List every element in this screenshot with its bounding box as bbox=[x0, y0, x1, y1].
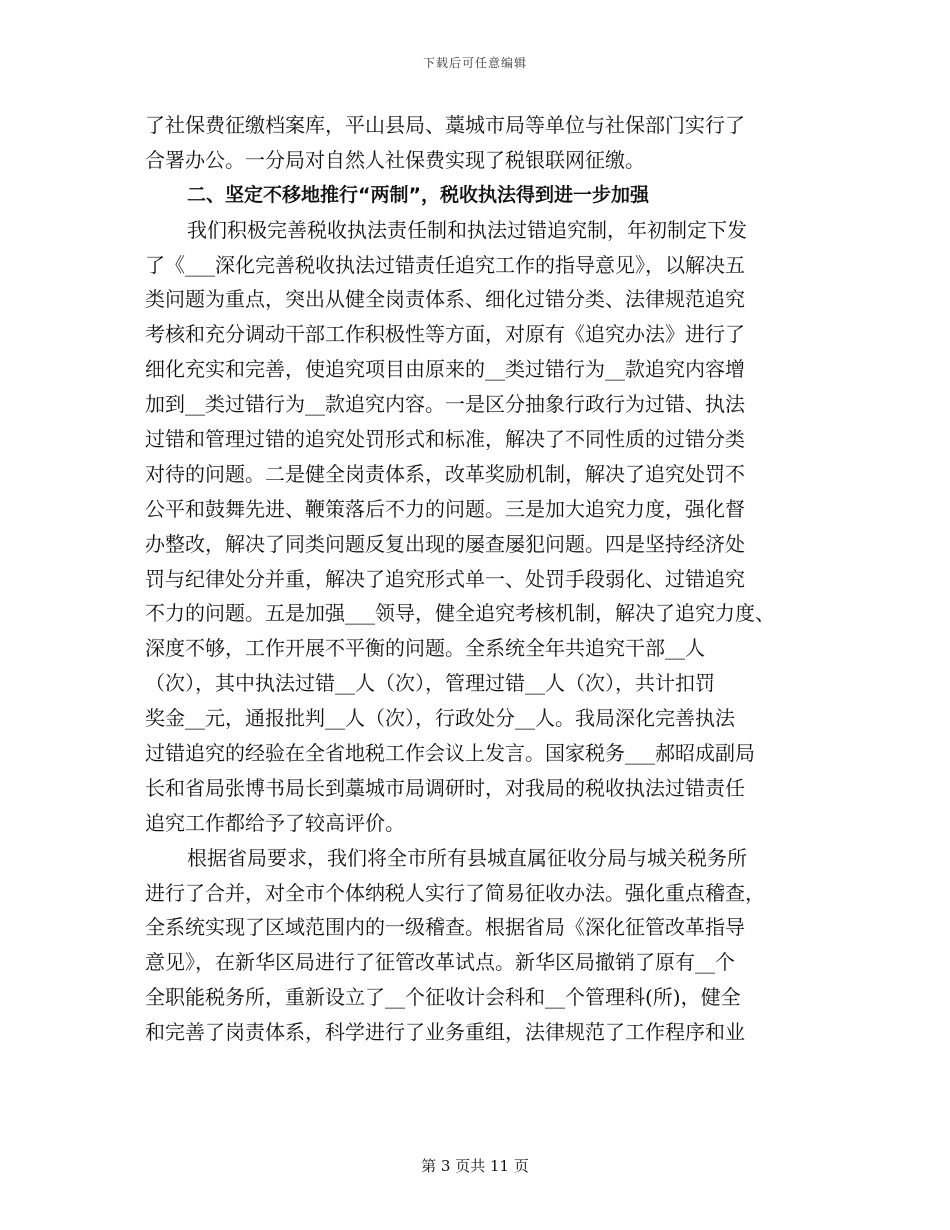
body-line: 进行了合并，对全市个体纳税人实行了简易征收办法。强化重点稽查， bbox=[145, 880, 765, 905]
body-line: （次），其中执法过错__人（次），管理过错__人（次），共计扣罚 bbox=[145, 671, 715, 696]
paragraph-start-line: 根据省局要求，我们将全市所有县城直属征收分局与城关税务所 bbox=[187, 845, 747, 870]
body-line: 了《___深化完善税收执法过错责任追究工作的指导意见》，以解决五 bbox=[145, 252, 745, 277]
body-line: 深度不够，工作开展不平衡的问题。全系统全年共追究干部__人 bbox=[145, 636, 705, 661]
body-line: 不力的问题。五是加强___领导，健全追究考核机制，解决了追究力度、 bbox=[145, 601, 775, 626]
body-line: 考核和充分调动干部工作积极性等方面，对原有《追究办法》进行了 bbox=[145, 322, 745, 347]
body-line: 对待的问题。二是健全岗责体系，改革奖励机制，解决了追究处罚不 bbox=[145, 461, 745, 486]
body-line: 类问题为重点，突出从健全岗责体系、细化过错分类、法律规范追究 bbox=[145, 287, 745, 312]
document-body bbox=[145, 108, 817, 1050]
body-line: 了社保费征缴档案库，平山县局、藁城市局等单位与社保部门实行了 bbox=[145, 113, 745, 137]
page-number: 第 3 页共 11 页 bbox=[421, 1157, 529, 1175]
body-line: 加到__类过错行为__款追究内容。一是区分抽象行政行为过错、执法 bbox=[145, 392, 745, 417]
section-heading: 二、坚定不移地推行“两制”，税收执法得到进一步加强 bbox=[187, 183, 649, 206]
body-line: 奖金__元，通报批判__人（次），行政处分__人。我局深化完善执法 bbox=[145, 706, 735, 731]
body-line: 过错追究的经验在全省地税工作会议上发言。国家税务___郝昭成副局 bbox=[145, 741, 755, 766]
body-line: 意见》，在新华区局进行了征管改革试点。新华区局撤销了原有__个 bbox=[145, 950, 735, 975]
body-line: 全职能税务所，重新设立了__个征收计会科和__个管理科(所)，健全 bbox=[145, 985, 741, 1010]
body-line: 公平和鼓舞先进、鞭策落后不力的问题。三是加大追究力度，强化督 bbox=[145, 496, 745, 521]
body-line: 罚与纪律处分并重，解决了追究形式单一、处罚手段弱化、过错追究 bbox=[145, 566, 745, 591]
body-line: 办整改，解决了同类问题反复出现的屡查屡犯问题。四是坚持经济处 bbox=[145, 531, 745, 556]
body-line: 追究工作都给予了较高评价。 bbox=[145, 810, 405, 835]
body-line: 合署办公。一分局对自然人社保费实现了税银联网征缴。 bbox=[145, 147, 645, 172]
body-line: 过错和管理过错的追究处罚形式和标准，解决了不同性质的过错分类 bbox=[145, 427, 745, 452]
paragraph-start-line: 我们积极完善税收执法责任制和执法过错追究制，年初制定下发 bbox=[187, 217, 747, 242]
header-note: 下载后可任意编辑 bbox=[422, 56, 527, 70]
body-line: 长和省局张博书局长到藁城市局调研时，对我局的税收执法过错责任 bbox=[145, 775, 745, 800]
body-line: 细化充实和完善，使追究项目由原来的__类过错行为__款追究内容增 bbox=[145, 357, 745, 382]
body-line: 全系统实现了区域范围内的一级稽查。根据省局《深化征管改革指导 bbox=[145, 915, 745, 940]
body-line: 和完善了岗责体系，科学进行了业务重组，法律规范了工作程序和业 bbox=[145, 1020, 745, 1045]
